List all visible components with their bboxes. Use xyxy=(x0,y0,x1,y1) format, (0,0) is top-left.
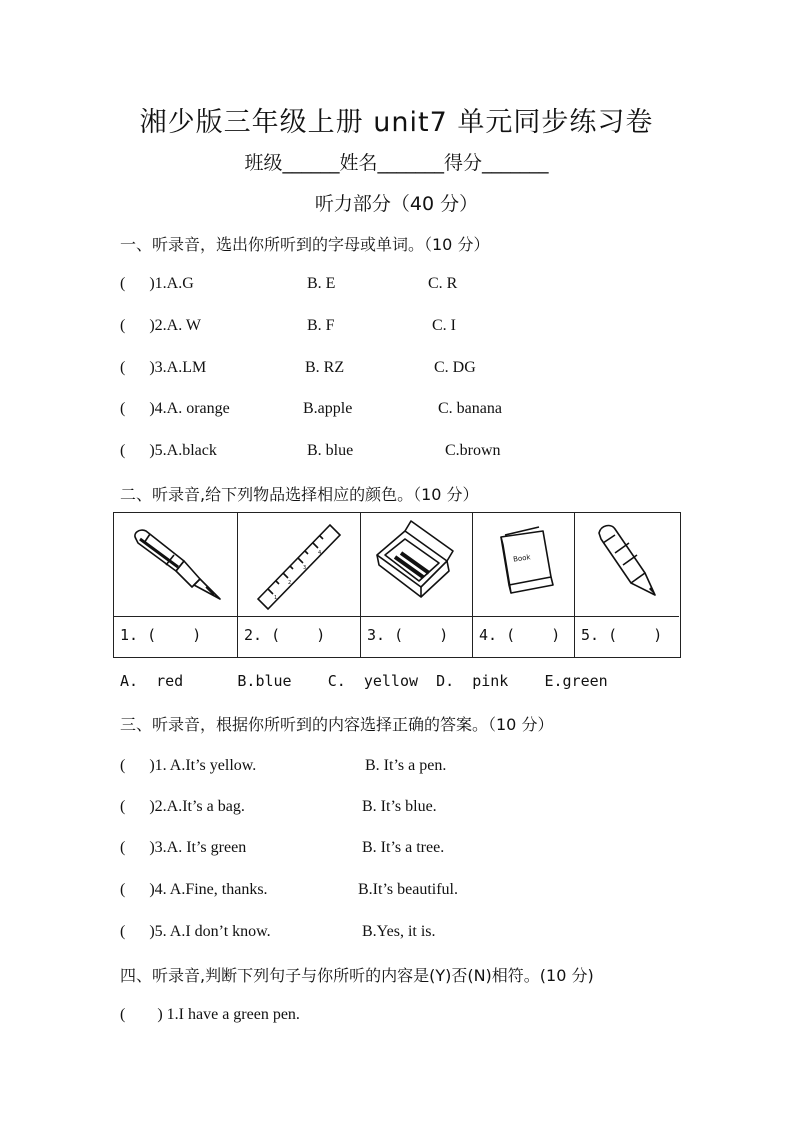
book-icon xyxy=(473,513,573,615)
item-question: ( )2.A.It’s a bag. xyxy=(120,798,245,815)
answer-blank-label: 4. ( ) xyxy=(479,626,561,644)
item-question: ( )4.A. orange xyxy=(120,400,230,417)
section-3-item xyxy=(120,881,458,903)
item-question: ( )4. A.Fine, thanks. xyxy=(120,881,268,898)
answer-blank-label: 3. ( ) xyxy=(367,626,449,644)
item-question: ( )1.A.G xyxy=(120,275,194,292)
svg-text:1: 1 xyxy=(274,595,278,601)
option-c: C. R xyxy=(428,275,458,292)
picture-area xyxy=(114,513,237,617)
fountain-pen-icon xyxy=(114,513,236,615)
picture-cell xyxy=(575,513,679,657)
pencil-icon xyxy=(575,513,677,615)
section-1-heading: 一、听录音，选出你所听到的字母或单词。（10 分） xyxy=(120,235,490,254)
section-3-item xyxy=(120,839,445,861)
option-b: B.Yes, it is. xyxy=(362,923,436,940)
option-b: B. It’s blue. xyxy=(362,798,437,815)
section-1-item xyxy=(120,400,502,422)
svg-text:2: 2 xyxy=(288,580,292,586)
option-b: B. blue xyxy=(307,442,354,459)
section-3-item xyxy=(120,798,437,820)
option-c: C. I xyxy=(432,317,456,334)
item-question: ( ) 1.I have a green pen. xyxy=(120,1006,300,1023)
student-info-line: 班级______姓名_______得分_______ xyxy=(244,152,549,174)
option-b: B. E xyxy=(307,275,336,292)
pencil-case-icon xyxy=(361,513,471,615)
book-cover-text: Book xyxy=(512,553,531,564)
picture-cell xyxy=(238,513,361,657)
section-1-item xyxy=(120,359,476,381)
option-c: C. banana xyxy=(438,400,502,417)
item-question: ( )1. A.It’s yellow. xyxy=(120,757,257,774)
color-options: A. red B.blue C. yellow D. pink E.green xyxy=(120,672,608,690)
option-b: B. F xyxy=(307,317,335,334)
picture-area xyxy=(575,513,679,617)
picture-area xyxy=(361,513,472,617)
section-3-item xyxy=(120,757,447,779)
section-2-heading: 二、听录音,给下列物品选择相应的颜色。（10 分） xyxy=(120,485,479,504)
section-1-item xyxy=(120,317,456,339)
listening-part-title: 听力部分（40 分） xyxy=(314,193,479,215)
section-3-item xyxy=(120,923,436,945)
section-4-item xyxy=(120,1006,300,1028)
section-1-item xyxy=(120,275,458,297)
picture-area xyxy=(473,513,574,617)
item-question: ( )2.A. W xyxy=(120,317,202,334)
section-1-item xyxy=(120,442,501,464)
page-title: 湘少版三年级上册 unit7 单元同步练习卷 xyxy=(139,107,654,138)
option-b: B. RZ xyxy=(305,359,345,376)
picture-area xyxy=(238,513,360,617)
svg-text:4: 4 xyxy=(318,550,322,556)
option-b: B.It’s beautiful. xyxy=(358,881,458,898)
option-c: C.brown xyxy=(445,442,501,459)
option-b: B.apple xyxy=(303,400,353,417)
svg-text:3: 3 xyxy=(303,565,307,571)
option-c: C. DG xyxy=(434,359,476,376)
answer-blank-label: 5. ( ) xyxy=(581,626,663,644)
section-4-heading: 四、听录音,判断下列句子与你所听的内容是(Y)否(N)相符。(10 分) xyxy=(120,966,594,985)
section-3-heading: 三、听录音，根据你所听到的内容选择正确的答案。（10 分） xyxy=(120,715,554,734)
picture-cell xyxy=(114,513,238,657)
item-question: ( )5.A.black xyxy=(120,442,217,459)
picture-table xyxy=(113,512,681,658)
answer-blank-label: 2. ( ) xyxy=(244,626,326,644)
item-question: ( )3.A. It’s green xyxy=(120,839,247,856)
option-b: B. It’s a pen. xyxy=(365,757,447,774)
item-question: ( )5. A.I don’t know. xyxy=(120,923,271,940)
ruler-icon xyxy=(238,513,359,615)
option-b: B. It’s a tree. xyxy=(362,839,445,856)
picture-cell xyxy=(473,513,575,657)
answer-blank-label: 1. ( ) xyxy=(120,626,202,644)
picture-cell xyxy=(361,513,473,657)
item-question: ( )3.A.LM xyxy=(120,359,207,376)
